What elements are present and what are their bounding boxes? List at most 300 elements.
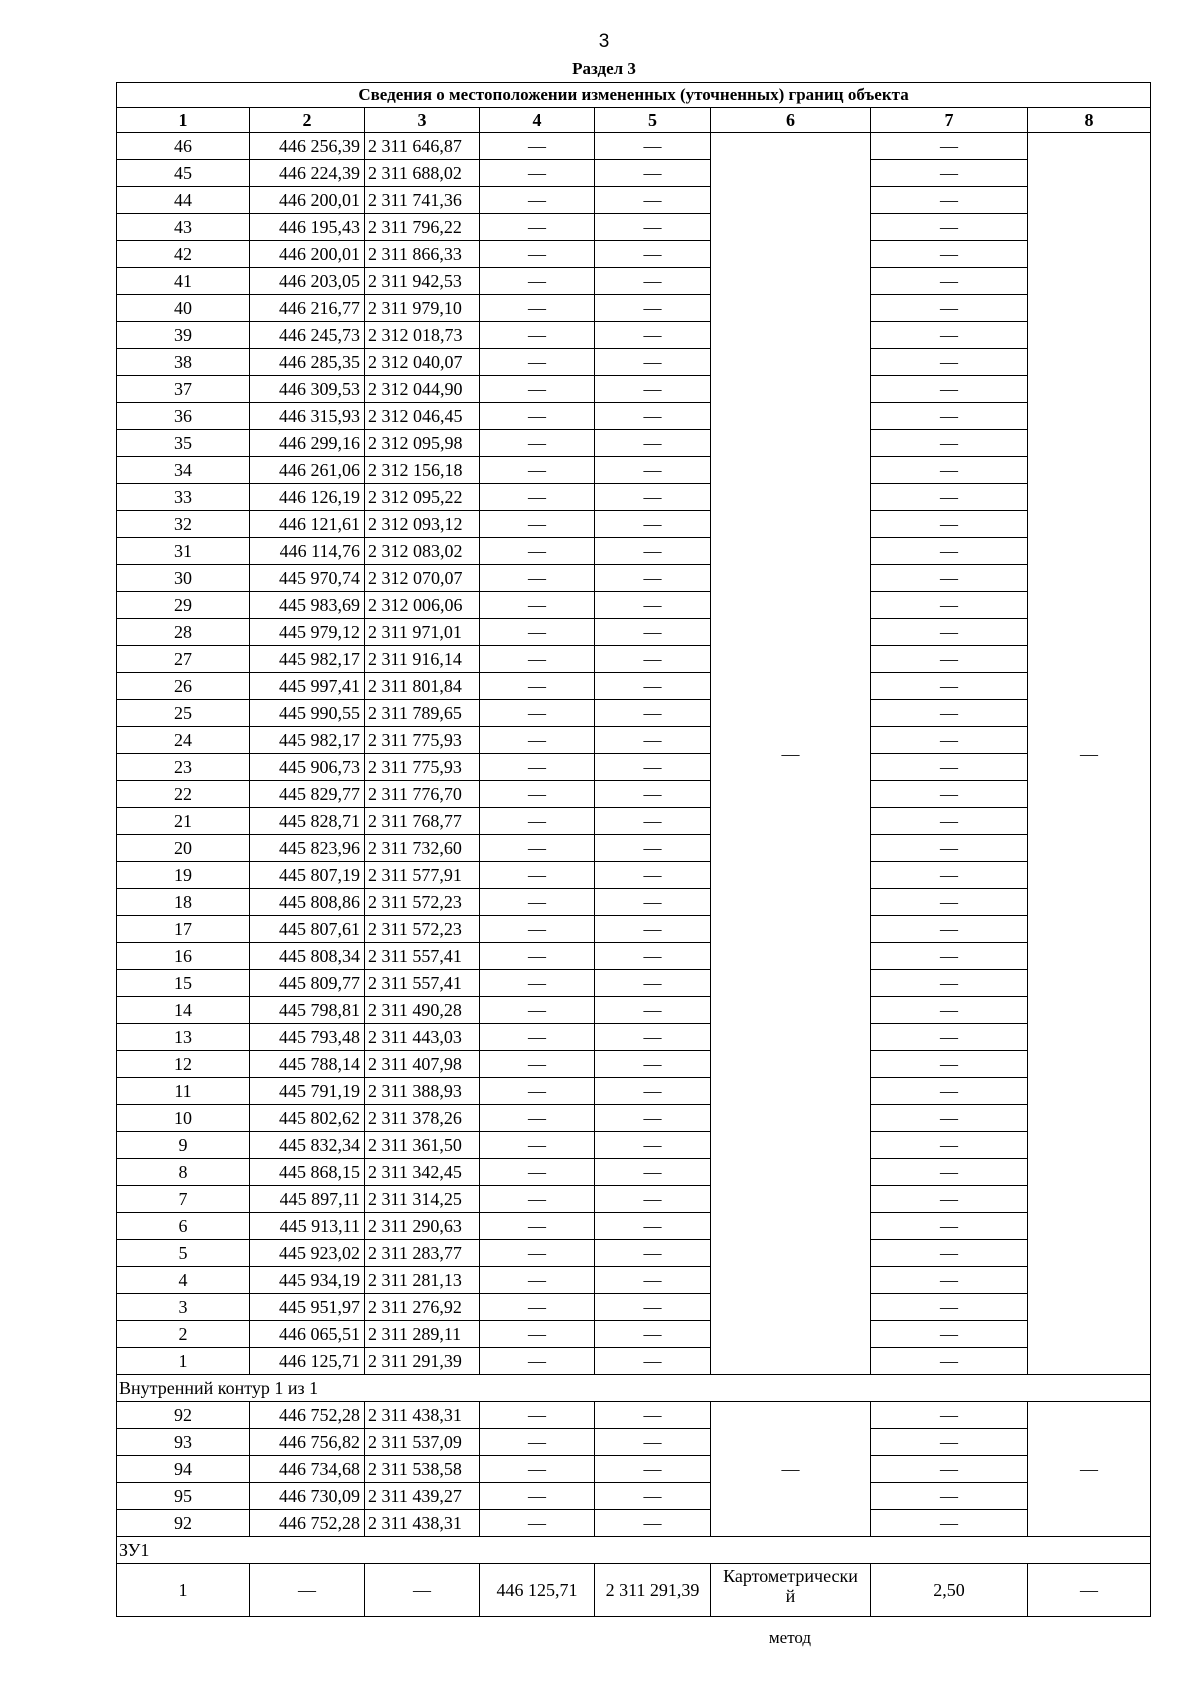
point-number-cell: 25 — [117, 700, 250, 727]
y-coordinate-cell: 2 311 291,39 — [365, 1348, 480, 1375]
new-x-cell: — — [480, 997, 595, 1024]
table-row — [117, 970, 1151, 997]
point-number-cell: 36 — [117, 403, 250, 430]
table-row — [117, 1240, 1151, 1267]
y-coordinate-cell: 2 311 378,26 — [365, 1105, 480, 1132]
x-coordinate-cell: 445 906,73 — [250, 754, 365, 781]
table-title-row — [117, 83, 1151, 108]
accuracy-cell: — — [871, 1402, 1028, 1429]
x-coordinate-cell: — — [250, 1564, 365, 1617]
x-coordinate-cell: 445 970,74 — [250, 565, 365, 592]
x-coordinate-cell: 446 756,82 — [250, 1429, 365, 1456]
x-coordinate-cell: 446 730,09 — [250, 1483, 365, 1510]
table-row — [117, 268, 1151, 295]
x-coordinate-cell: 446 200,01 — [250, 241, 365, 268]
point-number-cell: 94 — [117, 1456, 250, 1483]
table-row — [117, 727, 1151, 754]
x-coordinate-cell: 446 125,71 — [250, 1348, 365, 1375]
x-coordinate-cell: 446 126,19 — [250, 484, 365, 511]
table-row — [117, 403, 1151, 430]
point-number-cell: 3 — [117, 1294, 250, 1321]
point-number-cell: 41 — [117, 268, 250, 295]
y-coordinate-cell: 2 311 577,91 — [365, 862, 480, 889]
boundary-coordinates-table — [116, 82, 1151, 1617]
point-number-cell: 27 — [117, 646, 250, 673]
x-coordinate-cell: 446 752,28 — [250, 1510, 365, 1537]
point-number-cell: 2 — [117, 1321, 250, 1348]
y-coordinate-cell: 2 311 342,45 — [365, 1159, 480, 1186]
y-coordinate-cell: — — [365, 1564, 480, 1617]
table-row — [117, 619, 1151, 646]
point-number-cell: 26 — [117, 673, 250, 700]
column-header: 7 — [871, 108, 1028, 133]
x-coordinate-cell: 446 734,68 — [250, 1456, 365, 1483]
new-y-cell: — — [595, 1429, 711, 1456]
table-row — [117, 943, 1151, 970]
method-text-line: й — [785, 1586, 796, 1606]
y-coordinate-cell: 2 311 688,02 — [365, 160, 480, 187]
point-number-cell: 9 — [117, 1132, 250, 1159]
x-coordinate-cell: 445 934,19 — [250, 1267, 365, 1294]
table-row — [117, 781, 1151, 808]
accuracy-cell: — — [871, 1159, 1028, 1186]
table-row — [117, 1564, 1151, 1617]
table-row — [117, 592, 1151, 619]
y-coordinate-cell: 2 312 093,12 — [365, 511, 480, 538]
new-x-cell: — — [480, 1456, 595, 1483]
point-number-cell: 92 — [117, 1402, 250, 1429]
new-y-cell: — — [595, 1348, 711, 1375]
x-coordinate-cell: 446 195,43 — [250, 214, 365, 241]
table-row — [117, 484, 1151, 511]
point-number-cell: 35 — [117, 430, 250, 457]
accuracy-cell: — — [871, 430, 1028, 457]
accuracy-cell: — — [871, 1429, 1028, 1456]
new-x-cell: — — [480, 376, 595, 403]
accuracy-cell: — — [871, 862, 1028, 889]
accuracy-cell: — — [871, 700, 1028, 727]
new-x-cell: — — [480, 457, 595, 484]
new-y-cell: — — [595, 1294, 711, 1321]
new-x-cell: — — [480, 1321, 595, 1348]
accuracy-cell: — — [871, 1456, 1028, 1483]
x-coordinate-cell: 446 065,51 — [250, 1321, 365, 1348]
point-number-cell: 6 — [117, 1213, 250, 1240]
point-number-cell: 44 — [117, 187, 250, 214]
x-coordinate-cell: 445 809,77 — [250, 970, 365, 997]
point-number-cell: 34 — [117, 457, 250, 484]
table-row — [117, 997, 1151, 1024]
new-x-cell: — — [480, 1051, 595, 1078]
y-coordinate-cell: 2 312 083,02 — [365, 538, 480, 565]
page-number: 3 — [598, 31, 610, 52]
table-row — [117, 916, 1151, 943]
column-header: 8 — [1028, 108, 1151, 133]
table-row — [117, 187, 1151, 214]
accuracy-cell: — — [871, 457, 1028, 484]
accuracy-cell: — — [871, 619, 1028, 646]
accuracy-cell: — — [871, 943, 1028, 970]
y-coordinate-cell: 2 311 276,92 — [365, 1294, 480, 1321]
point-number-cell: 30 — [117, 565, 250, 592]
accuracy-cell: — — [871, 673, 1028, 700]
new-y-cell: — — [595, 1240, 711, 1267]
new-x-cell: — — [480, 160, 595, 187]
point-number-cell: 29 — [117, 592, 250, 619]
new-y-cell: — — [595, 1051, 711, 1078]
method-cell: — — [711, 133, 871, 1375]
point-number-cell: 24 — [117, 727, 250, 754]
x-coordinate-cell: 445 807,61 — [250, 916, 365, 943]
y-coordinate-cell: 2 311 283,77 — [365, 1240, 480, 1267]
point-number-cell: 42 — [117, 241, 250, 268]
table-row — [117, 1078, 1151, 1105]
new-y-cell: — — [595, 997, 711, 1024]
x-coordinate-cell: 445 832,34 — [250, 1132, 365, 1159]
accuracy-cell: — — [871, 727, 1028, 754]
y-coordinate-cell: 2 311 557,41 — [365, 970, 480, 997]
y-coordinate-cell: 2 311 796,22 — [365, 214, 480, 241]
new-y-cell: — — [595, 781, 711, 808]
new-x-cell: — — [480, 403, 595, 430]
table-row — [117, 1294, 1151, 1321]
new-x-cell: — — [480, 862, 595, 889]
new-y-cell: — — [595, 1159, 711, 1186]
x-coordinate-cell: 446 121,61 — [250, 511, 365, 538]
y-coordinate-cell: 2 311 443,03 — [365, 1024, 480, 1051]
table-row — [117, 133, 1151, 160]
method-cell: — — [711, 1402, 871, 1537]
accuracy-cell: — — [871, 1483, 1028, 1510]
x-coordinate-cell: 445 997,41 — [250, 673, 365, 700]
point-number-cell: 5 — [117, 1240, 250, 1267]
new-x-cell: — — [480, 538, 595, 565]
new-y-cell: — — [595, 511, 711, 538]
y-coordinate-cell: 2 311 438,31 — [365, 1510, 480, 1537]
point-number-cell: 16 — [117, 943, 250, 970]
point-number-cell: 40 — [117, 295, 250, 322]
new-x-cell: — — [480, 214, 595, 241]
x-coordinate-cell: 445 808,34 — [250, 943, 365, 970]
table-row — [117, 538, 1151, 565]
accuracy-cell: — — [871, 403, 1028, 430]
new-x-cell: — — [480, 133, 595, 160]
new-y-cell: — — [595, 835, 711, 862]
new-x-cell: — — [480, 1186, 595, 1213]
point-number-cell: 22 — [117, 781, 250, 808]
new-x-cell: — — [480, 1294, 595, 1321]
column-header: 5 — [595, 108, 711, 133]
new-y-cell: — — [595, 1213, 711, 1240]
y-coordinate-cell: 2 312 070,07 — [365, 565, 480, 592]
table-row — [117, 511, 1151, 538]
x-coordinate-cell: 445 802,62 — [250, 1105, 365, 1132]
new-x-cell: 446 125,71 — [480, 1564, 595, 1617]
point-number-cell: 10 — [117, 1105, 250, 1132]
x-coordinate-cell: 445 913,11 — [250, 1213, 365, 1240]
point-number-cell: 18 — [117, 889, 250, 916]
accuracy-cell: — — [871, 484, 1028, 511]
x-coordinate-cell: 445 788,14 — [250, 1051, 365, 1078]
x-coordinate-cell: 445 897,11 — [250, 1186, 365, 1213]
x-coordinate-cell: 445 828,71 — [250, 808, 365, 835]
table-row — [117, 1186, 1151, 1213]
point-number-cell: 92 — [117, 1510, 250, 1537]
x-coordinate-cell: 445 979,12 — [250, 619, 365, 646]
description-cell: — — [1028, 1564, 1151, 1617]
y-coordinate-cell: 2 311 438,31 — [365, 1402, 480, 1429]
table-row — [117, 349, 1151, 376]
point-number-cell: 38 — [117, 349, 250, 376]
accuracy-cell: — — [871, 1186, 1028, 1213]
column-header-row — [117, 108, 1151, 133]
new-y-cell: — — [595, 241, 711, 268]
new-y-cell: — — [595, 295, 711, 322]
y-coordinate-cell: 2 311 801,84 — [365, 673, 480, 700]
new-x-cell: — — [480, 1510, 595, 1537]
y-coordinate-cell: 2 312 006,06 — [365, 592, 480, 619]
new-x-cell: — — [480, 511, 595, 538]
table-row — [117, 754, 1151, 781]
accuracy-cell: — — [871, 889, 1028, 916]
table-row — [117, 1051, 1151, 1078]
accuracy-cell: — — [871, 1024, 1028, 1051]
x-coordinate-cell: 445 807,19 — [250, 862, 365, 889]
column-header: 1 — [117, 108, 250, 133]
zu-label: ЗУ1 — [117, 1537, 1151, 1564]
point-number-cell: 33 — [117, 484, 250, 511]
accuracy-cell: — — [871, 241, 1028, 268]
new-x-cell: — — [480, 1132, 595, 1159]
accuracy-cell: — — [871, 646, 1028, 673]
y-coordinate-cell: 2 311 732,60 — [365, 835, 480, 862]
x-coordinate-cell: 446 114,76 — [250, 538, 365, 565]
accuracy-cell: — — [871, 565, 1028, 592]
x-coordinate-cell: 446 203,05 — [250, 268, 365, 295]
y-coordinate-cell: 2 311 490,28 — [365, 997, 480, 1024]
new-x-cell: — — [480, 349, 595, 376]
table-row — [117, 835, 1151, 862]
y-coordinate-cell: 2 311 388,93 — [365, 1078, 480, 1105]
table-row — [117, 457, 1151, 484]
y-coordinate-cell: 2 312 095,22 — [365, 484, 480, 511]
table-row — [117, 646, 1151, 673]
accuracy-cell: — — [871, 214, 1028, 241]
new-y-cell: — — [595, 187, 711, 214]
point-number-cell: 19 — [117, 862, 250, 889]
table-title: Сведения о местоположении измененных (уточненных) границ объекта — [117, 83, 1151, 108]
x-coordinate-cell: 445 791,19 — [250, 1078, 365, 1105]
y-coordinate-cell: 2 311 572,23 — [365, 916, 480, 943]
point-number-cell: 95 — [117, 1483, 250, 1510]
new-x-cell: — — [480, 916, 595, 943]
new-x-cell: — — [480, 1267, 595, 1294]
new-x-cell: — — [480, 187, 595, 214]
method-text-overflow: метод — [768, 1628, 812, 1647]
accuracy-cell: — — [871, 916, 1028, 943]
point-number-cell: 7 — [117, 1186, 250, 1213]
point-number-cell: 46 — [117, 133, 250, 160]
accuracy-cell: — — [871, 160, 1028, 187]
point-number-cell: 43 — [117, 214, 250, 241]
point-number-cell: 93 — [117, 1429, 250, 1456]
column-header: 6 — [711, 108, 871, 133]
point-number-cell: 14 — [117, 997, 250, 1024]
new-y-cell: — — [595, 430, 711, 457]
accuracy-cell: — — [871, 781, 1028, 808]
x-coordinate-cell: 446 245,73 — [250, 322, 365, 349]
section-title: Раздел 3 — [572, 59, 636, 78]
new-y-cell: — — [595, 457, 711, 484]
table-row — [117, 214, 1151, 241]
new-x-cell: — — [480, 835, 595, 862]
accuracy-cell: — — [871, 268, 1028, 295]
new-y-cell: — — [595, 349, 711, 376]
table-row — [117, 322, 1151, 349]
accuracy-cell: — — [871, 1267, 1028, 1294]
new-y-cell: — — [595, 646, 711, 673]
new-y-cell: — — [595, 1024, 711, 1051]
new-x-cell: — — [480, 1348, 595, 1375]
y-coordinate-cell: 2 311 537,09 — [365, 1429, 480, 1456]
description-cell: — — [1028, 133, 1151, 1375]
new-y-cell: — — [595, 565, 711, 592]
accuracy-cell: — — [871, 1105, 1028, 1132]
new-y-cell: — — [595, 1456, 711, 1483]
y-coordinate-cell: 2 311 741,36 — [365, 187, 480, 214]
new-x-cell: — — [480, 673, 595, 700]
point-number-cell: 32 — [117, 511, 250, 538]
y-coordinate-cell: 2 311 971,01 — [365, 619, 480, 646]
y-coordinate-cell: 2 312 040,07 — [365, 349, 480, 376]
x-coordinate-cell: 445 983,69 — [250, 592, 365, 619]
table-row — [117, 673, 1151, 700]
new-x-cell: — — [480, 565, 595, 592]
table-row — [117, 700, 1151, 727]
table-row — [117, 160, 1151, 187]
new-y-cell: — — [595, 808, 711, 835]
point-number-cell: 23 — [117, 754, 250, 781]
x-coordinate-cell: 445 982,17 — [250, 727, 365, 754]
x-coordinate-cell: 446 309,53 — [250, 376, 365, 403]
y-coordinate-cell: 2 311 361,50 — [365, 1132, 480, 1159]
inner-contour-label-row — [117, 1375, 1151, 1402]
y-coordinate-cell: 2 311 572,23 — [365, 889, 480, 916]
method-text-line: Картометрически — [723, 1566, 858, 1586]
y-coordinate-cell: 2 311 775,93 — [365, 727, 480, 754]
accuracy-cell: 2,50 — [871, 1564, 1028, 1617]
new-y-cell: — — [595, 403, 711, 430]
table-row — [117, 1267, 1151, 1294]
new-y-cell: — — [595, 619, 711, 646]
new-y-cell: — — [595, 862, 711, 889]
x-coordinate-cell: 445 990,55 — [250, 700, 365, 727]
new-x-cell: — — [480, 1213, 595, 1240]
new-x-cell: — — [480, 727, 595, 754]
new-x-cell: — — [480, 241, 595, 268]
column-header: 2 — [250, 108, 365, 133]
x-coordinate-cell: 445 808,86 — [250, 889, 365, 916]
table-row — [117, 1105, 1151, 1132]
table-row — [117, 1213, 1151, 1240]
table-row — [117, 862, 1151, 889]
accuracy-cell: — — [871, 511, 1028, 538]
x-coordinate-cell: 445 868,15 — [250, 1159, 365, 1186]
new-y-cell: — — [595, 1402, 711, 1429]
new-y-cell: — — [595, 1078, 711, 1105]
table-row — [117, 295, 1151, 322]
accuracy-cell: — — [871, 1078, 1028, 1105]
point-number-cell: 45 — [117, 160, 250, 187]
method-cell — [711, 1564, 871, 1617]
accuracy-cell: — — [871, 997, 1028, 1024]
y-coordinate-cell: 2 311 646,87 — [365, 133, 480, 160]
point-number-cell: 37 — [117, 376, 250, 403]
new-y-cell: — — [595, 214, 711, 241]
description-cell: — — [1028, 1402, 1151, 1537]
table-row — [117, 1321, 1151, 1348]
new-x-cell: — — [480, 268, 595, 295]
x-coordinate-cell: 446 216,77 — [250, 295, 365, 322]
accuracy-cell: — — [871, 187, 1028, 214]
y-coordinate-cell: 2 312 018,73 — [365, 322, 480, 349]
new-x-cell: — — [480, 889, 595, 916]
x-coordinate-cell: 446 285,35 — [250, 349, 365, 376]
new-y-cell: — — [595, 889, 711, 916]
new-y-cell: — — [595, 700, 711, 727]
new-y-cell: — — [595, 943, 711, 970]
point-number-cell: 12 — [117, 1051, 250, 1078]
accuracy-cell: — — [871, 295, 1028, 322]
new-x-cell: — — [480, 1483, 595, 1510]
new-x-cell: — — [480, 700, 595, 727]
point-number-cell: 31 — [117, 538, 250, 565]
y-coordinate-cell: 2 311 916,14 — [365, 646, 480, 673]
new-y-cell: — — [595, 1321, 711, 1348]
new-x-cell: — — [480, 754, 595, 781]
new-y-cell: — — [595, 1186, 711, 1213]
table-row — [117, 1429, 1151, 1456]
y-coordinate-cell: 2 312 044,90 — [365, 376, 480, 403]
table-row — [117, 1483, 1151, 1510]
point-number-cell: 1 — [117, 1564, 250, 1617]
new-x-cell: — — [480, 1402, 595, 1429]
accuracy-cell: — — [871, 1132, 1028, 1159]
table-row — [117, 565, 1151, 592]
y-coordinate-cell: 2 311 979,10 — [365, 295, 480, 322]
point-number-cell: 8 — [117, 1159, 250, 1186]
new-x-cell: — — [480, 646, 595, 673]
table-row — [117, 1510, 1151, 1537]
new-x-cell: — — [480, 1024, 595, 1051]
accuracy-cell: — — [871, 133, 1028, 160]
x-coordinate-cell: 445 829,77 — [250, 781, 365, 808]
table-row — [117, 1132, 1151, 1159]
table-row — [117, 241, 1151, 268]
column-header: 3 — [365, 108, 480, 133]
new-x-cell: — — [480, 484, 595, 511]
new-y-cell: — — [595, 160, 711, 187]
inner-contour-label: Внутренний контур 1 из 1 — [117, 1375, 1151, 1402]
y-coordinate-cell: 2 311 290,63 — [365, 1213, 480, 1240]
point-number-cell: 1 — [117, 1348, 250, 1375]
new-y-cell: — — [595, 592, 711, 619]
x-coordinate-cell: 445 923,02 — [250, 1240, 365, 1267]
accuracy-cell: — — [871, 1294, 1028, 1321]
point-number-cell: 21 — [117, 808, 250, 835]
y-coordinate-cell: 2 311 538,58 — [365, 1456, 480, 1483]
new-x-cell: — — [480, 1429, 595, 1456]
